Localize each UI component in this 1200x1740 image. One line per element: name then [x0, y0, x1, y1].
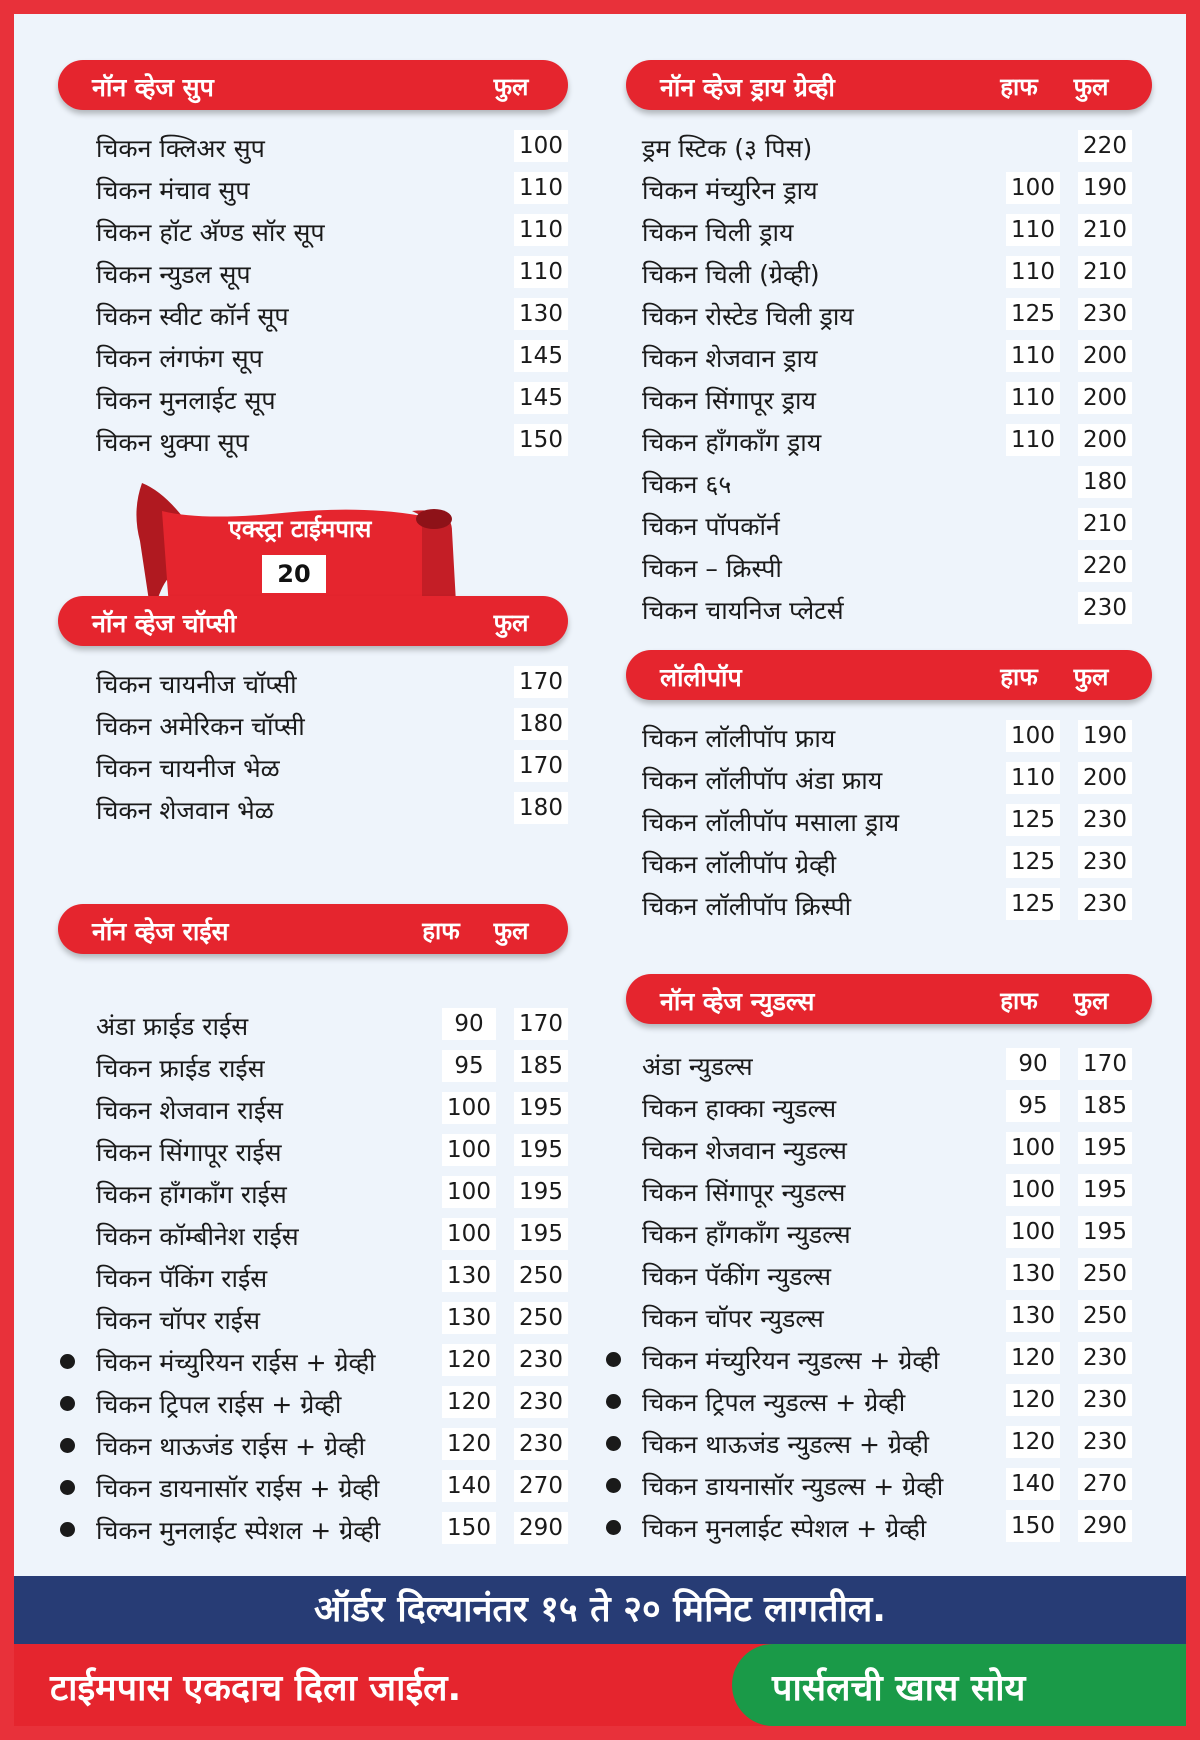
menu-item	[642, 126, 1152, 168]
item-price-full: 100	[514, 130, 568, 162]
bullet-icon	[606, 1394, 621, 1409]
item-price-full: 210	[1078, 256, 1132, 288]
item-price-full: 195	[514, 1176, 568, 1208]
item-name: चिकन शेजवान राईस	[96, 1096, 283, 1125]
menu-item	[96, 1424, 576, 1466]
item-price-full: 110	[514, 172, 568, 204]
item-name: चिकन चायनीज भेळ	[96, 754, 280, 783]
item-price-full: 210	[1078, 508, 1132, 540]
menu-item	[642, 800, 1152, 842]
menu-item	[642, 1086, 1152, 1128]
item-name: चिकन लंगफंग सूप	[96, 344, 263, 373]
item-name: चिकन हाक्का न्युडल्स	[642, 1094, 837, 1123]
item-price-full: 180	[1078, 466, 1132, 498]
item-name: चिकन सिंगापूर न्युडल्स	[642, 1178, 846, 1207]
item-name: चिकन चॉपर राईस	[96, 1306, 260, 1335]
noodles-half-label: हाफ	[1000, 987, 1038, 1015]
item-name: चिकन लॉलीपॉप अंडा फ्राय	[642, 766, 883, 795]
item-price-full: 230	[1078, 1342, 1132, 1374]
menu-item	[96, 336, 576, 378]
item-name: चिकन क्लिअर सुप	[96, 134, 265, 163]
soup-full-label: फुल	[493, 73, 529, 101]
item-name: चिकन मंच्युरियन राईस + ग्रेव्ही	[96, 1348, 376, 1377]
menu-item	[96, 1298, 576, 1340]
item-price-full: 250	[1078, 1258, 1132, 1290]
menu-item	[642, 1170, 1152, 1212]
menu-item	[642, 1506, 1152, 1548]
item-price-full: 180	[514, 792, 568, 824]
dry-section-header	[626, 60, 1152, 110]
item-price-full: 250	[514, 1302, 568, 1334]
item-name: अंडा फ्राईड राईस	[96, 1012, 249, 1041]
item-price-half: 100	[1006, 1174, 1060, 1206]
item-price-half: 120	[1006, 1426, 1060, 1458]
item-name: चिकन ६५	[642, 470, 732, 499]
item-price-half: 90	[1006, 1048, 1060, 1080]
item-price-full: 195	[1078, 1216, 1132, 1248]
bullet-icon	[60, 1396, 75, 1411]
menu-page	[14, 14, 1186, 1726]
item-name: चिकन मंच्युरियन न्युडल्स + ग्रेव्ही	[642, 1346, 940, 1375]
item-price-full: 250	[1078, 1300, 1132, 1332]
parcel-note-text: पार्सलची खास सोय	[772, 1668, 1026, 1709]
item-name: अंडा न्युडल्स	[642, 1052, 753, 1081]
item-name: चिकन चायनीज चॉप्सी	[96, 670, 297, 699]
item-price-half: 100	[1006, 1132, 1060, 1164]
dry-section-title: नॉन व्हेज ड्राय ग्रेव्ही	[660, 73, 835, 102]
item-price-half: 140	[442, 1470, 496, 1502]
item-price-half: 120	[442, 1428, 496, 1460]
item-price-full: 230	[1078, 298, 1132, 330]
soup-section-title: नॉन व्हेज सुप	[92, 73, 214, 102]
menu-item	[642, 842, 1152, 884]
menu-item	[96, 1046, 576, 1088]
rice-half-label: हाफ	[422, 917, 460, 945]
lollipop-items	[642, 716, 1152, 926]
item-price-half: 95	[442, 1050, 496, 1082]
menu-item	[642, 758, 1152, 800]
item-name: चिकन मुनलाईट स्पेशल + ग्रेव्ही	[96, 1516, 381, 1545]
item-name: चिकन हॉट अ‍ॅण्ड सॉर सूप	[96, 218, 325, 247]
rice-items	[96, 1004, 576, 1550]
noodles-section-header	[626, 974, 1152, 1024]
lollipop-section-header	[626, 650, 1152, 700]
item-price-half: 125	[1006, 846, 1060, 878]
menu-item	[642, 1296, 1152, 1338]
dry-half-label: हाफ	[1000, 73, 1038, 101]
item-price-half: 150	[1006, 1510, 1060, 1542]
item-price-full: 230	[1078, 804, 1132, 836]
rice-section-title: नॉन व्हेज राईस	[92, 917, 229, 946]
item-price-half: 95	[1006, 1090, 1060, 1122]
item-price-full: 190	[1078, 720, 1132, 752]
item-price-full: 200	[1078, 382, 1132, 414]
item-price-full: 230	[1078, 1426, 1132, 1458]
bullet-icon	[60, 1522, 75, 1537]
soup-section-header	[58, 60, 568, 110]
item-price-half: 110	[1006, 382, 1060, 414]
menu-item	[642, 546, 1152, 588]
item-name: चिकन थाऊजंड न्युडल्स + ग्रेव्ही	[642, 1430, 929, 1459]
item-price-full: 170	[514, 750, 568, 782]
item-price-full: 195	[514, 1092, 568, 1124]
item-name: चिकन स्वीट कॉर्न सूप	[96, 302, 289, 331]
item-name: चिकन मुनलाईट स्पेशल + ग्रेव्ही	[642, 1514, 927, 1543]
item-price-half: 100	[442, 1218, 496, 1250]
menu-item	[96, 788, 576, 830]
bullet-icon	[606, 1352, 621, 1367]
item-price-full: 195	[514, 1218, 568, 1250]
item-price-half: 120	[1006, 1342, 1060, 1374]
item-price-full: 210	[1078, 214, 1132, 246]
item-price-half: 125	[1006, 888, 1060, 920]
item-price-full: 170	[514, 1008, 568, 1040]
item-price-full: 290	[514, 1512, 568, 1544]
dry-full-label: फुल	[1073, 73, 1109, 101]
item-price-full: 145	[514, 340, 568, 372]
item-price-half: 130	[1006, 1300, 1060, 1332]
menu-item	[96, 1172, 576, 1214]
menu-item	[96, 1214, 576, 1256]
item-name: चिकन रोस्टेड चिली ड्राय	[642, 302, 854, 331]
menu-item	[96, 168, 576, 210]
menu-item	[96, 420, 576, 462]
menu-item	[96, 126, 576, 168]
item-name: चिकन हॉंगकॉंग न्युडल्स	[642, 1220, 851, 1249]
menu-item	[642, 716, 1152, 758]
item-price-half: 110	[1006, 424, 1060, 456]
dry-items	[642, 126, 1152, 630]
noodles-full-label: फुल	[1073, 987, 1109, 1015]
item-price-full: 195	[514, 1134, 568, 1166]
item-price-full: 185	[514, 1050, 568, 1082]
item-name: चिकन फ्राईड राईस	[96, 1054, 265, 1083]
menu-item	[96, 1088, 576, 1130]
menu-item	[642, 168, 1152, 210]
item-price-half: 120	[442, 1386, 496, 1418]
item-name: चिकन मुनलाईट सूप	[96, 386, 276, 415]
menu-item	[642, 1422, 1152, 1464]
lollipop-half-label: हाफ	[1000, 663, 1038, 691]
item-price-full: 200	[1078, 340, 1132, 372]
item-name: चिकन ट्रिपल न्युडल्स + ग्रेव्ही	[642, 1388, 906, 1417]
chopsy-section-title: नॉन व्हेज चॉप्सी	[92, 609, 237, 638]
menu-item	[96, 210, 576, 252]
item-price-full: 230	[514, 1386, 568, 1418]
item-price-half: 125	[1006, 298, 1060, 330]
item-name: चिकन लॉलीपॉप क्रिस्पी	[642, 892, 852, 921]
item-name: चिकन पॅकिंग राईस	[96, 1264, 268, 1293]
item-price-full: 230	[1078, 846, 1132, 878]
item-name: चिकन थुक्पा सूप	[96, 428, 249, 457]
item-name: चिकन न्युडल सूप	[96, 260, 251, 289]
menu-item	[96, 1340, 576, 1382]
item-name: चिकन लॉलीपॉप ग्रेव्ही	[642, 850, 837, 879]
item-price-half: 100	[1006, 1216, 1060, 1248]
bullet-icon	[606, 1436, 621, 1451]
menu-item	[96, 1382, 576, 1424]
item-name: चिकन चायनिज प्लेटर्स	[642, 596, 844, 625]
menu-item	[96, 252, 576, 294]
item-name: चिकन शेजवान न्युडल्स	[642, 1136, 847, 1165]
menu-item	[96, 1256, 576, 1298]
item-price-half: 100	[442, 1092, 496, 1124]
item-name: चिकन अमेरिकन चॉप्सी	[96, 712, 305, 741]
item-price-half: 110	[1006, 340, 1060, 372]
item-price-half: 100	[442, 1134, 496, 1166]
item-price-full: 150	[514, 424, 568, 456]
chopsy-full-label: फुल	[493, 609, 529, 637]
item-price-half: 120	[1006, 1384, 1060, 1416]
item-price-full: 180	[514, 708, 568, 740]
item-price-half: 90	[442, 1008, 496, 1040]
item-name: चिकन सिंगापूर राईस	[96, 1138, 282, 1167]
item-price-half: 130	[1006, 1258, 1060, 1290]
item-price-full: 170	[1078, 1048, 1132, 1080]
item-price-full: 200	[1078, 762, 1132, 794]
extra-timepass-label: एक्स्ट्रा टाईमपास	[228, 515, 372, 543]
item-price-half: 100	[1006, 720, 1060, 752]
item-price-full: 220	[1078, 130, 1132, 162]
item-price-full: 195	[1078, 1174, 1132, 1206]
menu-item	[642, 884, 1152, 926]
item-price-full: 230	[514, 1428, 568, 1460]
menu-item	[96, 294, 576, 336]
item-price-half: 130	[442, 1302, 496, 1334]
item-name: चिकन डायनासॉर राईस + ग्रेव्ही	[96, 1474, 380, 1503]
item-price-half: 110	[1006, 762, 1060, 794]
item-price-full: 230	[514, 1344, 568, 1376]
item-price-half: 125	[1006, 804, 1060, 836]
item-price-full: 270	[1078, 1468, 1132, 1500]
menu-item	[96, 378, 576, 420]
item-name: चिकन हॉंगकॉंग ड्राय	[642, 428, 822, 457]
item-name: चिकन सिंगापूर ड्राय	[642, 386, 817, 415]
lollipop-section-title: लॉलीपॉप	[660, 663, 742, 692]
menu-item	[642, 378, 1152, 420]
item-name: चिकन चिली ड्राय	[642, 218, 794, 247]
item-price-full: 145	[514, 382, 568, 414]
menu-item	[642, 1380, 1152, 1422]
lollipop-full-label: फुल	[1073, 663, 1109, 691]
item-price-half: 100	[1006, 172, 1060, 204]
menu-item	[96, 746, 576, 788]
item-name: चिकन चिली (ग्रेव्ही)	[642, 260, 820, 289]
item-price-full: 270	[514, 1470, 568, 1502]
menu-item	[642, 294, 1152, 336]
item-price-full: 290	[1078, 1510, 1132, 1542]
bullet-icon	[606, 1520, 621, 1535]
menu-item	[96, 1466, 576, 1508]
menu-item	[96, 1508, 576, 1550]
item-name: चिकन कॉम्बीनेश राईस	[96, 1222, 299, 1251]
item-price-full: 110	[514, 214, 568, 246]
item-name: चिकन मंचाव सुप	[96, 176, 250, 205]
menu-item	[96, 1130, 576, 1172]
bullet-icon	[606, 1478, 621, 1493]
menu-item	[642, 336, 1152, 378]
extra-timepass-price: 20	[262, 555, 326, 593]
item-price-full: 230	[1078, 888, 1132, 920]
item-name: चिकन लॉलीपॉप फ्राय	[642, 724, 836, 753]
item-price-half: 110	[1006, 214, 1060, 246]
item-price-half: 110	[1006, 256, 1060, 288]
menu-item	[642, 1128, 1152, 1170]
item-name: चिकन मंच्युरिन ड्राय	[642, 176, 818, 205]
soup-items	[96, 126, 576, 462]
item-name: चिकन पॉपकॉर्न	[642, 512, 780, 541]
timepass-note-text: टाईमपास एकदाच दिला जाईल.	[50, 1668, 462, 1709]
noodles-section-title: नॉन व्हेज न्युडल्स	[660, 987, 815, 1016]
item-price-full: 110	[514, 256, 568, 288]
item-name: चिकन शेजवान ड्राय	[642, 344, 818, 373]
item-price-full: 250	[514, 1260, 568, 1292]
item-price-full: 130	[514, 298, 568, 330]
item-price-half: 150	[442, 1512, 496, 1544]
menu-item	[96, 662, 576, 704]
item-name: चिकन थाऊजंड राईस + ग्रेव्ही	[96, 1432, 366, 1461]
item-price-full: 170	[514, 666, 568, 698]
item-name: चिकन शेजवान भेळ	[96, 796, 274, 825]
menu-item	[642, 252, 1152, 294]
item-price-half: 100	[442, 1176, 496, 1208]
menu-item	[642, 1254, 1152, 1296]
chopsy-section-header	[58, 596, 568, 646]
item-price-full: 220	[1078, 550, 1132, 582]
menu-item	[96, 704, 576, 746]
menu-item	[96, 1004, 576, 1046]
item-price-half: 140	[1006, 1468, 1060, 1500]
rice-full-label: फुल	[493, 917, 529, 945]
item-price-full: 190	[1078, 172, 1132, 204]
item-price-full: 230	[1078, 592, 1132, 624]
item-name: चिकन हॉंगकॉंग राईस	[96, 1180, 287, 1209]
item-price-full: 195	[1078, 1132, 1132, 1164]
menu-item	[642, 588, 1152, 630]
item-name: चिकन ट्रिपल राईस + ग्रेव्ही	[96, 1390, 342, 1419]
menu-item	[642, 1044, 1152, 1086]
item-price-full: 185	[1078, 1090, 1132, 1122]
item-name: चिकन पॅकींग न्युडल्स	[642, 1262, 831, 1291]
menu-item	[642, 1212, 1152, 1254]
rice-section-header	[58, 904, 568, 954]
item-name: चिकन लॉलीपॉप मसाला ड्राय	[642, 808, 900, 837]
item-price-half: 130	[442, 1260, 496, 1292]
menu-item	[642, 462, 1152, 504]
bullet-icon	[60, 1480, 75, 1495]
chopsy-items	[96, 662, 576, 830]
menu-item	[642, 1338, 1152, 1380]
order-time-banner: ऑर्डर दिल्यानंतर १५ ते २० मिनिट लागतील.	[14, 1576, 1186, 1644]
item-price-half: 120	[442, 1344, 496, 1376]
item-name: ड्रम स्टिक (३ पिस)	[642, 134, 813, 163]
item-price-full: 200	[1078, 424, 1132, 456]
menu-item	[642, 504, 1152, 546]
parcel-banner	[732, 1644, 1186, 1726]
item-name: चिकन चॉपर न्युडल्स	[642, 1304, 824, 1333]
item-name: चिकन – क्रिस्पी	[642, 554, 782, 583]
noodles-items	[642, 1044, 1152, 1548]
menu-item	[642, 1464, 1152, 1506]
menu-item	[642, 210, 1152, 252]
bullet-icon	[60, 1354, 75, 1369]
item-name: चिकन डायनासॉर न्युडल्स + ग्रेव्ही	[642, 1472, 944, 1501]
item-price-full: 230	[1078, 1384, 1132, 1416]
menu-item	[642, 420, 1152, 462]
bullet-icon	[60, 1438, 75, 1453]
